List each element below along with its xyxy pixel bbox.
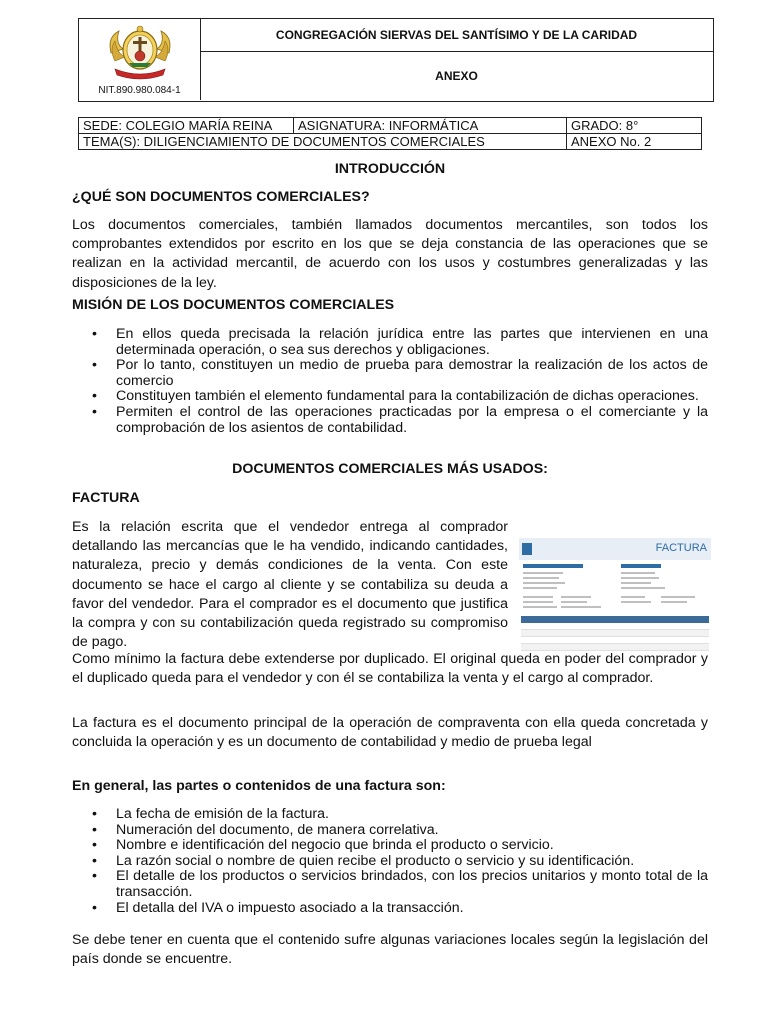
invoice-table-row	[521, 630, 709, 637]
intro-paragraph: Los documentos comerciales, también llamados documentos mercantiles, son todos los comprobantes extendidos por escrito en los que se deja constancia de las operaciones que se realizan en la actividad mercantil, de acuerdo con los usos y costumbres generalizadas y las disposiciones de la ley.	[72, 217, 708, 291]
congregation-seal-logo	[105, 23, 175, 81]
invoice-title: FACTURA	[655, 542, 707, 554]
mision-item: • Permiten el control de las operaciones practicadas por la empresa o el comerciante y la comprobación de los asientos de contabilidad.	[72, 405, 708, 436]
nit-number: NIT.890.980.084-1	[98, 85, 181, 96]
sede-cell: SEDE: COLEGIO MARÍA REINA	[79, 118, 294, 134]
factura-heading: FACTURA	[72, 490, 140, 506]
invoice-detail-lines	[521, 562, 709, 614]
invoice-banner	[519, 538, 711, 560]
mision-list	[72, 327, 708, 436]
partes-item: • El detalle de los productos o servicios brindados, con los precios unitarios y monto total de la transacción.	[72, 869, 708, 900]
mision-heading: MISIÓN DE LOS DOCUMENTOS COMERCIALES	[72, 297, 395, 313]
partes-item: • El detalla del IVA o impuesto asociado a la transacción.	[72, 901, 708, 917]
factura-paragraph-1: Es la relación escrita que el vendedor entrega al comprador detallando las mercancías que le ha vendido, indicando cantidades, naturaleza, precio y demás condiciones de la venta. Con este documento se hace el cargo al cliente y se contabiliza su deuda a favor del vendedor. Para el comprador es el documento que justifica la compra y con su contabilización queda registrado su compromiso de pago.	[72, 519, 508, 651]
question-heading: ¿QUÉ SON DOCUMENTOS COMERCIALES?	[72, 189, 370, 205]
partes-list	[72, 807, 708, 916]
mision-item: • Constituyen también el elemento fundamental para la contabilización de dichas operaciones.	[72, 389, 708, 405]
document-type: ANEXO	[435, 69, 478, 83]
partes-item: • Numeración del documento, de manera correlativa.	[72, 823, 708, 839]
factura-paragraph-3: La factura es el documento principal de la operación de compraventa con ella queda concretada y concluida la operación y es un documento de contabilidad y medio de prueba legal	[72, 715, 708, 751]
final-paragraph: Se debe tener en cuenta que el contenido sufre algunas variaciones locales según la legislación del país donde se encuentre.	[72, 932, 708, 968]
institution-name: CONGREGACIÓN SIERVAS DEL SANTÍSIMO Y DE LA CARIDAD	[200, 19, 713, 52]
mision-item: • Por lo tanto, constituyen un medio de prueba para demostrar la realización de los actos de comercio	[72, 358, 708, 389]
course-info-table	[78, 117, 702, 150]
mision-item: • En ellos queda precisada la relación jurídica entre las partes que intervienen en una determinada operación, o sea sus derechos y obligaciones.	[72, 327, 708, 358]
grado-cell: GRADO: 8°	[567, 118, 702, 134]
anexo-number-cell: ANEXO No. 2	[567, 134, 702, 150]
partes-heading: En general, las partes o contenidos de una factura son:	[72, 778, 446, 794]
invoice-table-row	[521, 637, 709, 644]
partes-item: • La fecha de emisión de la factura.	[72, 807, 708, 823]
intro-heading: INTRODUCCIÓN	[334, 161, 446, 177]
info-row	[79, 134, 702, 150]
info-row	[79, 118, 702, 134]
partes-item: • Nombre e identificación del negocio que brinda el producto o servicio.	[72, 838, 708, 854]
invoice-sample-image	[519, 518, 711, 652]
usados-heading: DOCUMENTOS COMERCIALES MÁS USADOS:	[232, 461, 548, 477]
invoice-top-strip	[519, 518, 711, 538]
invoice-table-row	[521, 623, 709, 630]
company-logo-icon	[522, 543, 532, 555]
asignatura-cell: ASIGNATURA: INFORMÁTICA	[294, 118, 567, 134]
tema-cell: TEMA(S): DILIGENCIAMIENTO DE DOCUMENTOS COMERCIALES	[79, 134, 567, 150]
partes-item: • La razón social o nombre de quien recibe el producto o servicio y su identificación.	[72, 854, 708, 870]
document-header	[78, 18, 714, 102]
invoice-table-header	[521, 616, 709, 623]
factura-paragraph-2: Como mínimo la factura debe extenderse por duplicado. El original queda en poder del comprador y el duplicado queda para el vendedor y con él se contabiliza la venta y el cargo al comprador.	[72, 651, 708, 687]
invoice-items-table	[521, 616, 709, 651]
